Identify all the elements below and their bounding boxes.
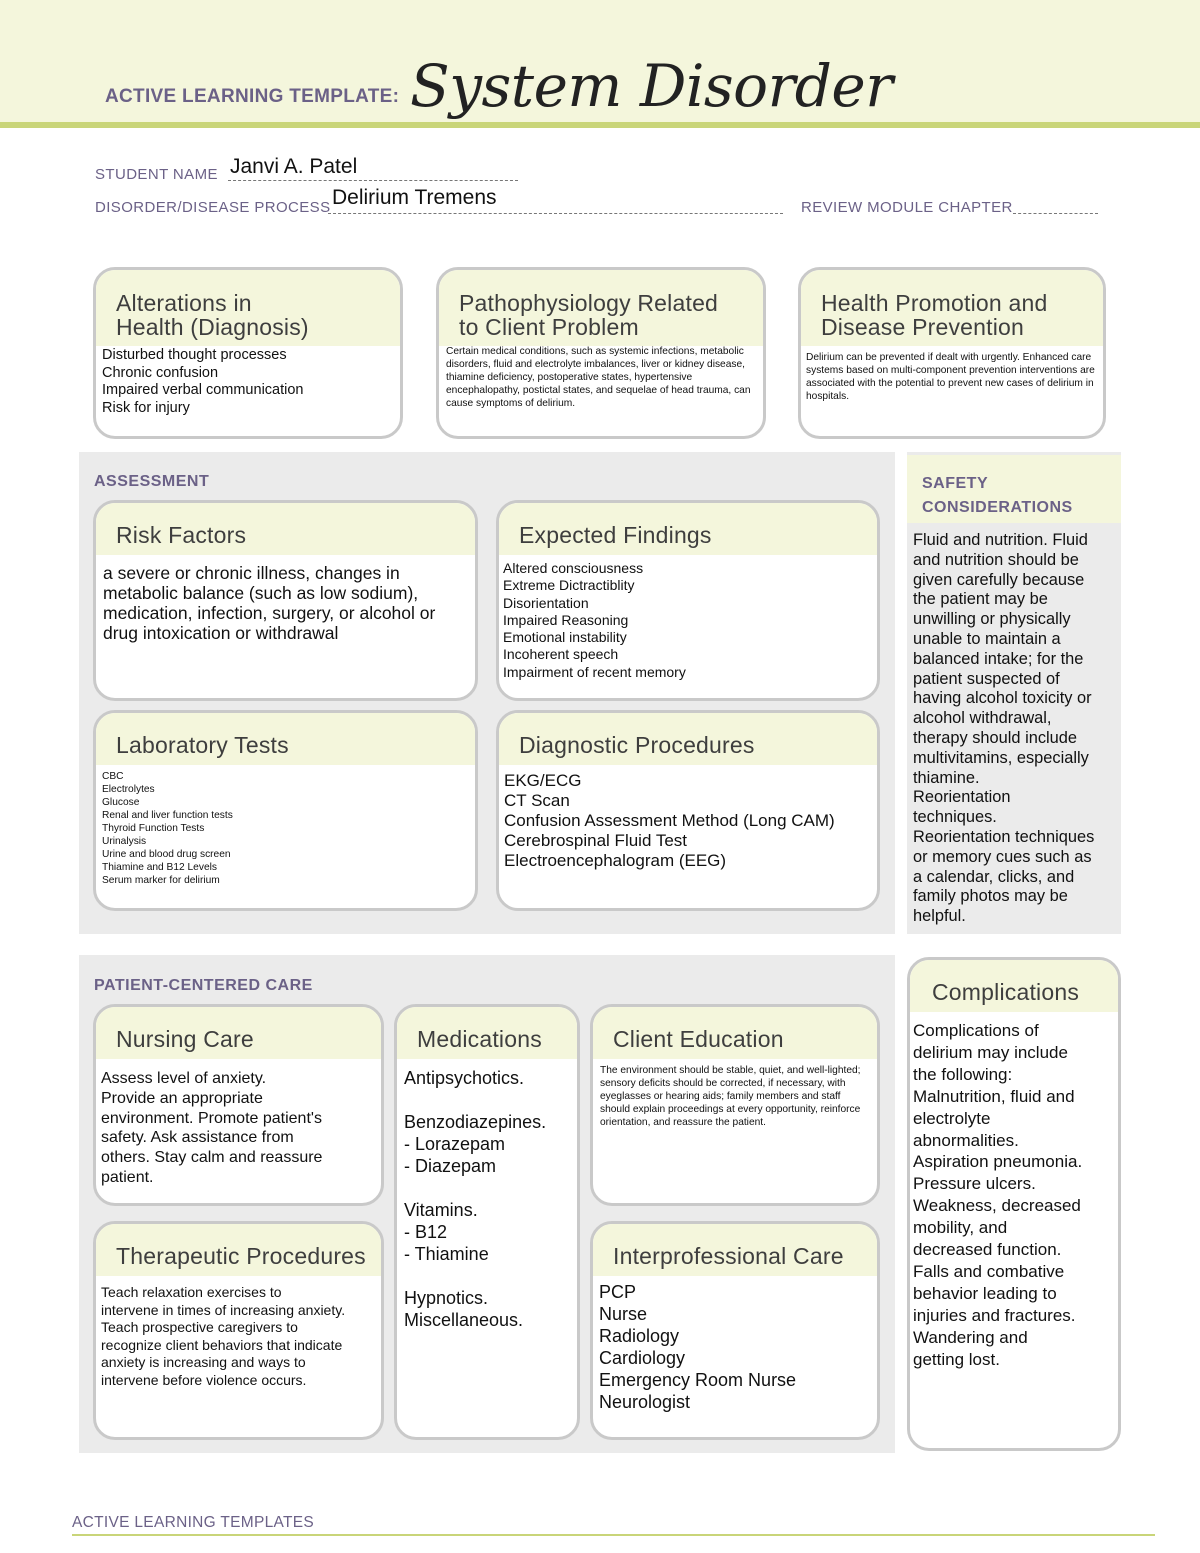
pathophysiology-card <box>436 267 766 439</box>
expected-findings-body[interactable]: Altered consciousness Extreme Dictractiblity Disorientation Impaired Reasoning Emotional instability Incoherent speech Impairment of recent memory <box>503 560 686 680</box>
patient-care-heading: PATIENT-CENTERED CARE <box>94 977 313 994</box>
health-promotion-body[interactable]: Delirium can be prevented if dealt with urgently. Enhanced care systems based on multi-component prevention interventions are associated with the potential to prevent new cases of delirium in hospitals. <box>806 352 1095 402</box>
medications-card <box>394 1004 580 1440</box>
therapeutic-procedures-card <box>93 1221 384 1440</box>
medications-body[interactable]: Antipsychotics. Benzodiazepines. - Lorazepam - Diazepam Vitamins. - B12 - Thiamine Hypnotics. Miscellaneous. <box>404 1068 547 1330</box>
expected-findings-card <box>496 500 880 701</box>
disorder-value[interactable]: Delirium Tremens <box>332 186 497 209</box>
interprofessional-care-body[interactable]: PCP Nurse Radiology Cardiology Emergency Room Nurse Neurologist <box>599 1282 797 1412</box>
health-promotion-card <box>798 267 1106 439</box>
nursing-care-title: Nursing Care <box>116 1026 254 1052</box>
diagnostic-procedures-card <box>496 710 880 911</box>
complications-body[interactable]: Complications of delirium may include the following: Malnutrition, fluid and electrolyte abnormalities. Aspiration pneumonia. Pressure ulcers. Weakness, decreased mobility, and decreased function. Falls and combative behavior leading to injuries and fractures. Wandering and getting lost. <box>913 1021 1083 1369</box>
disorder-label: DISORDER/DISEASE PROCESS <box>95 199 331 216</box>
complications-title: Complications <box>932 979 1080 1005</box>
risk-factors-title: Risk Factors <box>116 522 247 548</box>
chapter-label: REVIEW MODULE CHAPTER <box>801 199 1013 216</box>
student-name-underline <box>228 180 518 181</box>
interprofessional-care-title: Interprofessional Care <box>613 1243 844 1269</box>
medications-title: Medications <box>417 1026 542 1052</box>
diagnostic-procedures-title: Diagnostic Procedures <box>519 732 755 758</box>
chapter-field[interactable] <box>1013 213 1098 214</box>
alterations-body[interactable]: Disturbed thought processes Chronic confusion Impaired verbal communication Risk for injury <box>102 347 304 416</box>
student-name-value[interactable]: Janvi A. Patel <box>230 155 358 178</box>
nursing-care-card <box>93 1004 384 1206</box>
risk-factors-card <box>93 500 478 701</box>
client-education-card <box>590 1004 880 1206</box>
client-education-body[interactable]: The environment should be stable, quiet, and well-lighted; sensory deficits should be corrected, if necessary, with eyeglasses or hearing aids; family members and staff should explain proceedings at every opportunity, reinforce orientation, and reassure the patient. <box>600 1065 861 1128</box>
laboratory-tests-title: Laboratory Tests <box>116 732 289 758</box>
laboratory-tests-card <box>93 710 478 911</box>
expected-findings-title: Expected Findings <box>519 522 712 548</box>
page-title: System Disorder <box>410 52 893 120</box>
therapeutic-procedures-body[interactable]: Teach relaxation exercises to intervene in times of increasing anxiety. Teach prospective caregivers to recognize client behaviors that indicate anxiety is increasing and ways to intervene before violence occurs. <box>101 1284 346 1388</box>
interprofessional-care-card <box>590 1221 880 1440</box>
pathophysiology-title: Pathophysiology Related to Client Problem <box>459 290 719 340</box>
alterations-title: Alterations in Health (Diagnosis) <box>116 290 309 340</box>
student-name-label: STUDENT NAME <box>95 166 218 183</box>
risk-factors-body[interactable]: a severe or chronic illness, changes in metabolic balance (such as low sodium), medication, infection, surgery, or alcohol or drug intoxication or withdrawal <box>103 563 436 643</box>
footer-divider <box>72 1534 1155 1536</box>
safety-body[interactable]: Fluid and nutrition. Fluid and nutrition should be given carefully because the patient may be unwilling or physically unable to maintain a balanced intake; for the patient suspected of having alcohol toxicity or alcohol withdrawal, therapy should include multivitamins, especially thiamine. Reorientation techniques. Reorientation techniques or memory cues such as a calendar, clicks, and family photos may be helpful. <box>913 531 1095 926</box>
diagnostic-procedures-body[interactable]: EKG/ECG CT Scan Confusion Assessment Method (Long CAM) Cerebrospinal Fluid Test Electroencephalogram (EEG) <box>504 771 835 870</box>
therapeutic-procedures-title: Therapeutic Procedures <box>116 1243 366 1269</box>
disorder-underline <box>328 213 783 214</box>
assessment-heading: ASSESSMENT <box>94 473 210 490</box>
header-divider <box>0 122 1200 128</box>
health-promotion-title: Health Promotion and Disease Prevention <box>821 290 1048 340</box>
alterations-card <box>93 267 403 439</box>
template-label: ACTIVE LEARNING TEMPLATE: <box>105 86 400 107</box>
complications-card <box>907 957 1121 1451</box>
nursing-care-body[interactable]: Assess level of anxiety. Provide an appropriate environment. Promote patient's safety. Ask assistance from others. Stay calm and reassure patient. <box>101 1070 323 1186</box>
pathophysiology-body[interactable]: Certain medical conditions, such as systemic infections, metabolic disorders, fluid and electrolyte imbalances, liver or kidney disease, thiamine deficiency, postoperative states, hypertensive encephalopathy, postictal states, and sequelae of head trauma, can cause symptoms of delirium. <box>446 346 751 409</box>
footer-label: ACTIVE LEARNING TEMPLATES <box>72 1514 315 1531</box>
client-education-title: Client Education <box>613 1026 784 1052</box>
safety-heading: SAFETY CONSIDERATIONS <box>922 475 1073 516</box>
laboratory-tests-body[interactable]: CBC Electrolytes Glucose Renal and liver function tests Thyroid Function Tests Urinalysis Urine and blood drug screen Thiamine and B12 Levels Serum marker for delirium <box>102 771 233 886</box>
